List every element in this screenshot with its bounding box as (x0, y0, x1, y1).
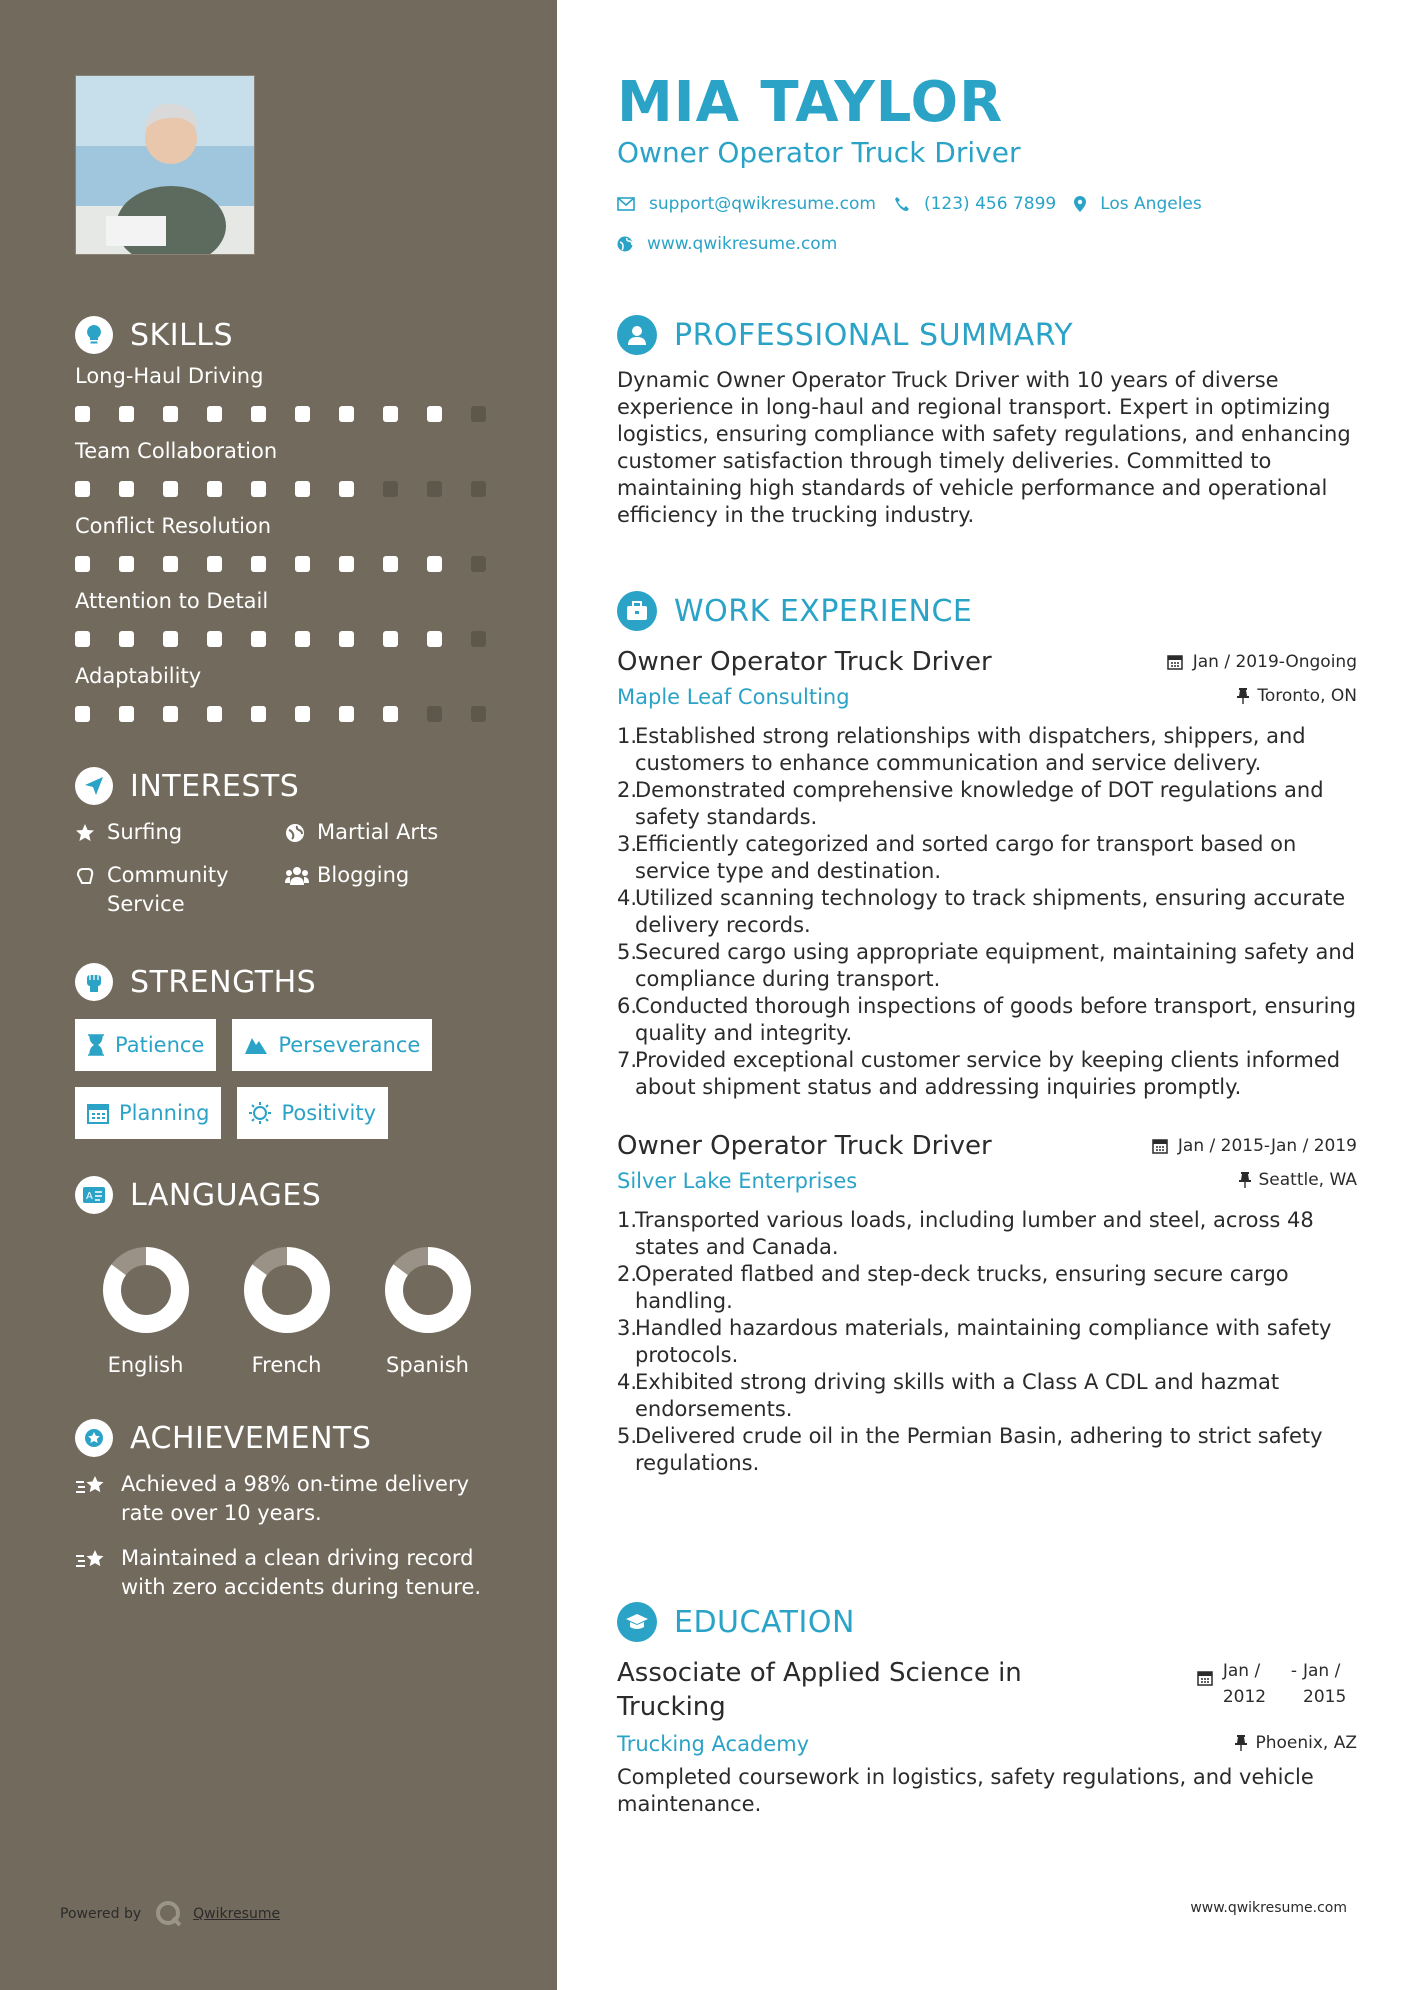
rating-dot (207, 406, 222, 422)
rating-dot (383, 406, 398, 422)
fist-icon (75, 963, 113, 1001)
education-description: Completed coursework in logistics, safety regulations, and vehicle maintenance. (617, 1765, 1314, 1816)
education-date: Jan / 2012 - Jan / 2015 (1197, 1658, 1357, 1724)
rating-dot (295, 406, 310, 422)
footer-url[interactable]: www.qwikresume.com (1190, 1900, 1347, 1916)
rating-dot (251, 481, 266, 497)
qwikresume-link[interactable]: Qwikresume (193, 1906, 281, 1922)
job-company: Maple Leaf Consulting (617, 685, 850, 709)
job-date: Jan / 2019-Ongoing (1167, 652, 1357, 672)
rating-dot (471, 406, 486, 422)
language-label: French (251, 1353, 322, 1377)
skill-rating (75, 691, 515, 736)
skill-name: Adaptability (75, 664, 202, 688)
powered-by: Powered by Qwikresume (60, 1900, 280, 1928)
star-icon (75, 818, 99, 847)
job-location: Toronto, ON (1237, 686, 1357, 706)
language-item (357, 1245, 498, 1377)
strength-badge: Patience (75, 1019, 216, 1071)
rating-dot (427, 556, 442, 572)
candidate-name: MIA TAYLOR (617, 70, 1004, 135)
pushpin-icon (1239, 1172, 1251, 1188)
rating-dot (251, 706, 266, 722)
job-bullet: Transported various loads, including lumber and steel, across 48 states and Canada. (635, 1208, 1314, 1259)
interests-heading: INTERESTS (130, 768, 300, 804)
school-name: Trucking Academy (617, 1732, 810, 1756)
rating-dot (119, 631, 134, 647)
languages-heading: LANGUAGES (130, 1177, 322, 1213)
skill-rating (75, 541, 515, 586)
rating-dot (471, 556, 486, 572)
rating-dot (471, 631, 486, 647)
interest-item: Surfing (75, 818, 285, 847)
contact-website[interactable]: www.qwikresume.com (617, 234, 837, 254)
main-content (557, 0, 1407, 1990)
rating-dot (163, 481, 178, 497)
job-bullet: Secured cargo using appropriate equipment, maintaining safety and compliance during transport. (635, 940, 1356, 991)
strength-badge: Planning (75, 1087, 221, 1139)
job-bullet: Conducted thorough inspections of goods before transport, ensuring quality and integrity. (635, 994, 1357, 1045)
candidate-role: Owner Operator Truck Driver (617, 136, 1021, 169)
experience-section (617, 589, 1357, 1477)
school-location: Phoenix, AZ (1235, 1733, 1357, 1753)
qwikresume-logo-icon (155, 1900, 183, 1928)
globe-icon (285, 818, 309, 847)
paper-plane-icon (75, 767, 113, 805)
rating-dot (427, 481, 442, 497)
rating-dot (339, 481, 354, 497)
education-heading: EDUCATION (674, 1604, 855, 1640)
rating-dot (383, 481, 398, 497)
rating-dot (163, 556, 178, 572)
hourglass-icon (87, 1034, 105, 1056)
shooting-star-icon (75, 1474, 111, 1502)
profile-photo (75, 75, 255, 255)
interest-item: Blogging (285, 861, 495, 919)
rating-dot (75, 706, 90, 722)
job-bullet: Exhibited strong driving skills with a Class A CDL and hazmat endorsements. (635, 1370, 1280, 1421)
rating-dot (119, 406, 134, 422)
sun-icon (249, 1102, 271, 1124)
languages-section (75, 1175, 515, 1377)
globe-icon (617, 236, 633, 252)
contact-row-2 (617, 234, 855, 254)
rating-dot (75, 406, 90, 422)
shooting-star-icon (75, 1548, 111, 1576)
sidebar (0, 0, 557, 1990)
skill-rating (75, 466, 515, 511)
language-item (75, 1245, 216, 1377)
rating-dot (295, 556, 310, 572)
user-icon (617, 315, 657, 355)
rating-dot (75, 481, 90, 497)
rating-dot (207, 556, 222, 572)
summary-text: Dynamic Owner Operator Truck Driver with 10 years of diverse experience in long-haul and regional transport. Expert in optimizing logistics, ensuring compliance with safety regulations, and enhancing customer satisfaction through timely deliveries. Committed to maintaining high standards of vehicle performance and operational efficiency in the trucking industry. (617, 368, 1351, 527)
envelope-icon (617, 197, 635, 211)
phone-icon (894, 196, 910, 212)
pushpin-icon (1237, 688, 1249, 704)
briefcase-icon (617, 591, 657, 631)
job-bullet: Demonstrated comprehensive knowledge of DOT regulations and safety standards. (635, 778, 1324, 829)
job-bullet: Handled hazardous materials, maintaining compliance with safety protocols. (635, 1316, 1332, 1367)
award-star-icon (75, 1419, 113, 1457)
skill-item (75, 436, 515, 511)
rating-dot (339, 556, 354, 572)
job-bullet: Operated flatbed and step-deck trucks, ensuring secure cargo handling. (635, 1262, 1289, 1313)
skill-rating (75, 391, 515, 436)
job-bullets (617, 723, 1357, 1101)
job-company: Silver Lake Enterprises (617, 1169, 858, 1193)
achievement-item: Maintained a clean driving record with zero accidents during tenure. (75, 1544, 515, 1602)
rating-dot (251, 631, 266, 647)
skill-name: Long-Haul Driving (75, 364, 264, 388)
rating-dot (163, 406, 178, 422)
rating-dot (251, 556, 266, 572)
summary-section (617, 313, 1357, 529)
rating-dot (427, 406, 442, 422)
rating-dot (163, 706, 178, 722)
achievement-item: Achieved a 98% on-time delivery rate over 10 years. (75, 1470, 515, 1528)
rating-dot (75, 556, 90, 572)
skill-name: Team Collaboration (75, 439, 278, 463)
rating-dot (163, 631, 178, 647)
job-bullet: Provided exceptional customer service by keeping clients informed about shipment status and addressing inquiries promptly. (635, 1048, 1341, 1099)
skill-item (75, 361, 515, 436)
language-ring (383, 1245, 473, 1335)
job-location: Seattle, WA (1239, 1170, 1358, 1190)
rating-dot (427, 631, 442, 647)
skill-item (75, 586, 515, 661)
rating-dot (339, 631, 354, 647)
strength-badge: Perseverance (232, 1019, 432, 1071)
contact-location: Los Angeles (1074, 194, 1202, 214)
interest-item: Community Service (75, 861, 285, 919)
rating-dot (207, 706, 222, 722)
language-ring (101, 1245, 191, 1335)
skill-item (75, 511, 515, 586)
job-entry (617, 647, 1357, 1101)
skills-section (75, 315, 515, 736)
job-entry (617, 1131, 1357, 1477)
job-title: Owner Operator Truck Driver (617, 647, 992, 677)
calendar-icon (1167, 654, 1183, 670)
rating-dot (339, 406, 354, 422)
strengths-section (75, 962, 515, 1139)
education-section (617, 1600, 1357, 1818)
rating-dot (75, 631, 90, 647)
rating-dot (207, 481, 222, 497)
rating-dot (119, 481, 134, 497)
language-label: Spanish (386, 1353, 469, 1377)
map-pin-icon (1074, 196, 1086, 212)
contact-row (617, 194, 1220, 214)
summary-heading: PROFESSIONAL SUMMARY (674, 317, 1074, 353)
rating-dot (119, 706, 134, 722)
skill-name: Conflict Resolution (75, 514, 272, 538)
lightbulb-icon (75, 316, 113, 354)
rating-dot (295, 631, 310, 647)
climb-icon (244, 1035, 268, 1055)
rating-dot (427, 706, 442, 722)
pushpin-icon (1235, 1735, 1247, 1751)
strength-badge: Positivity (237, 1087, 388, 1139)
rating-dot (207, 631, 222, 647)
job-title: Owner Operator Truck Driver (617, 1131, 992, 1161)
calendar-icon (1152, 1138, 1168, 1154)
calendar-icon (1197, 1670, 1213, 1686)
job-bullet: Efficiently categorized and sorted cargo for transport based on service type and destination. (635, 832, 1297, 883)
achievements-section (75, 1418, 515, 1602)
hand-icon (75, 861, 99, 890)
rating-dot (295, 706, 310, 722)
skill-item (75, 661, 515, 736)
job-bullet: Utilized scanning technology to track shipments, ensuring accurate delivery records. (635, 886, 1346, 937)
job-bullet: Delivered crude oil in the Permian Basin, adhering to strict safety regulations. (635, 1424, 1323, 1475)
calendar-icon (87, 1102, 109, 1124)
achievements-heading: ACHIEVEMENTS (130, 1420, 372, 1456)
degree-title: Associate of Applied Science in Trucking (617, 1658, 1022, 1722)
job-date: Jan / 2015-Jan / 2019 (1152, 1136, 1357, 1156)
rating-dot (383, 706, 398, 722)
language-label: English (107, 1353, 184, 1377)
rating-dot (383, 556, 398, 572)
rating-dot (471, 706, 486, 722)
users-icon (285, 861, 309, 890)
contact-email[interactable]: support@qwikresume.com (617, 194, 876, 214)
svg-text:A: A (86, 1191, 93, 1202)
rating-dot (339, 706, 354, 722)
job-bullet: Established strong relationships with dispatchers, shippers, and customers to enhance communication and service delivery. (635, 724, 1306, 775)
rating-dot (119, 556, 134, 572)
skill-rating (75, 616, 515, 661)
experience-heading: WORK EXPERIENCE (674, 593, 973, 629)
skill-name: Attention to Detail (75, 589, 269, 613)
rating-dot (383, 631, 398, 647)
rating-dot (471, 481, 486, 497)
graduation-cap-icon (617, 1602, 657, 1642)
interest-item: Martial Arts (285, 818, 495, 847)
rating-dot (295, 481, 310, 497)
contact-phone[interactable]: (123) 456 7899 (894, 194, 1056, 214)
skills-heading: SKILLS (130, 317, 234, 353)
interests-section (75, 766, 515, 919)
job-bullets (617, 1207, 1357, 1477)
rating-dot (251, 406, 266, 422)
language-ring (242, 1245, 332, 1335)
language-card-icon (75, 1176, 113, 1214)
strengths-heading: STRENGTHS (130, 964, 317, 1000)
language-item (216, 1245, 357, 1377)
